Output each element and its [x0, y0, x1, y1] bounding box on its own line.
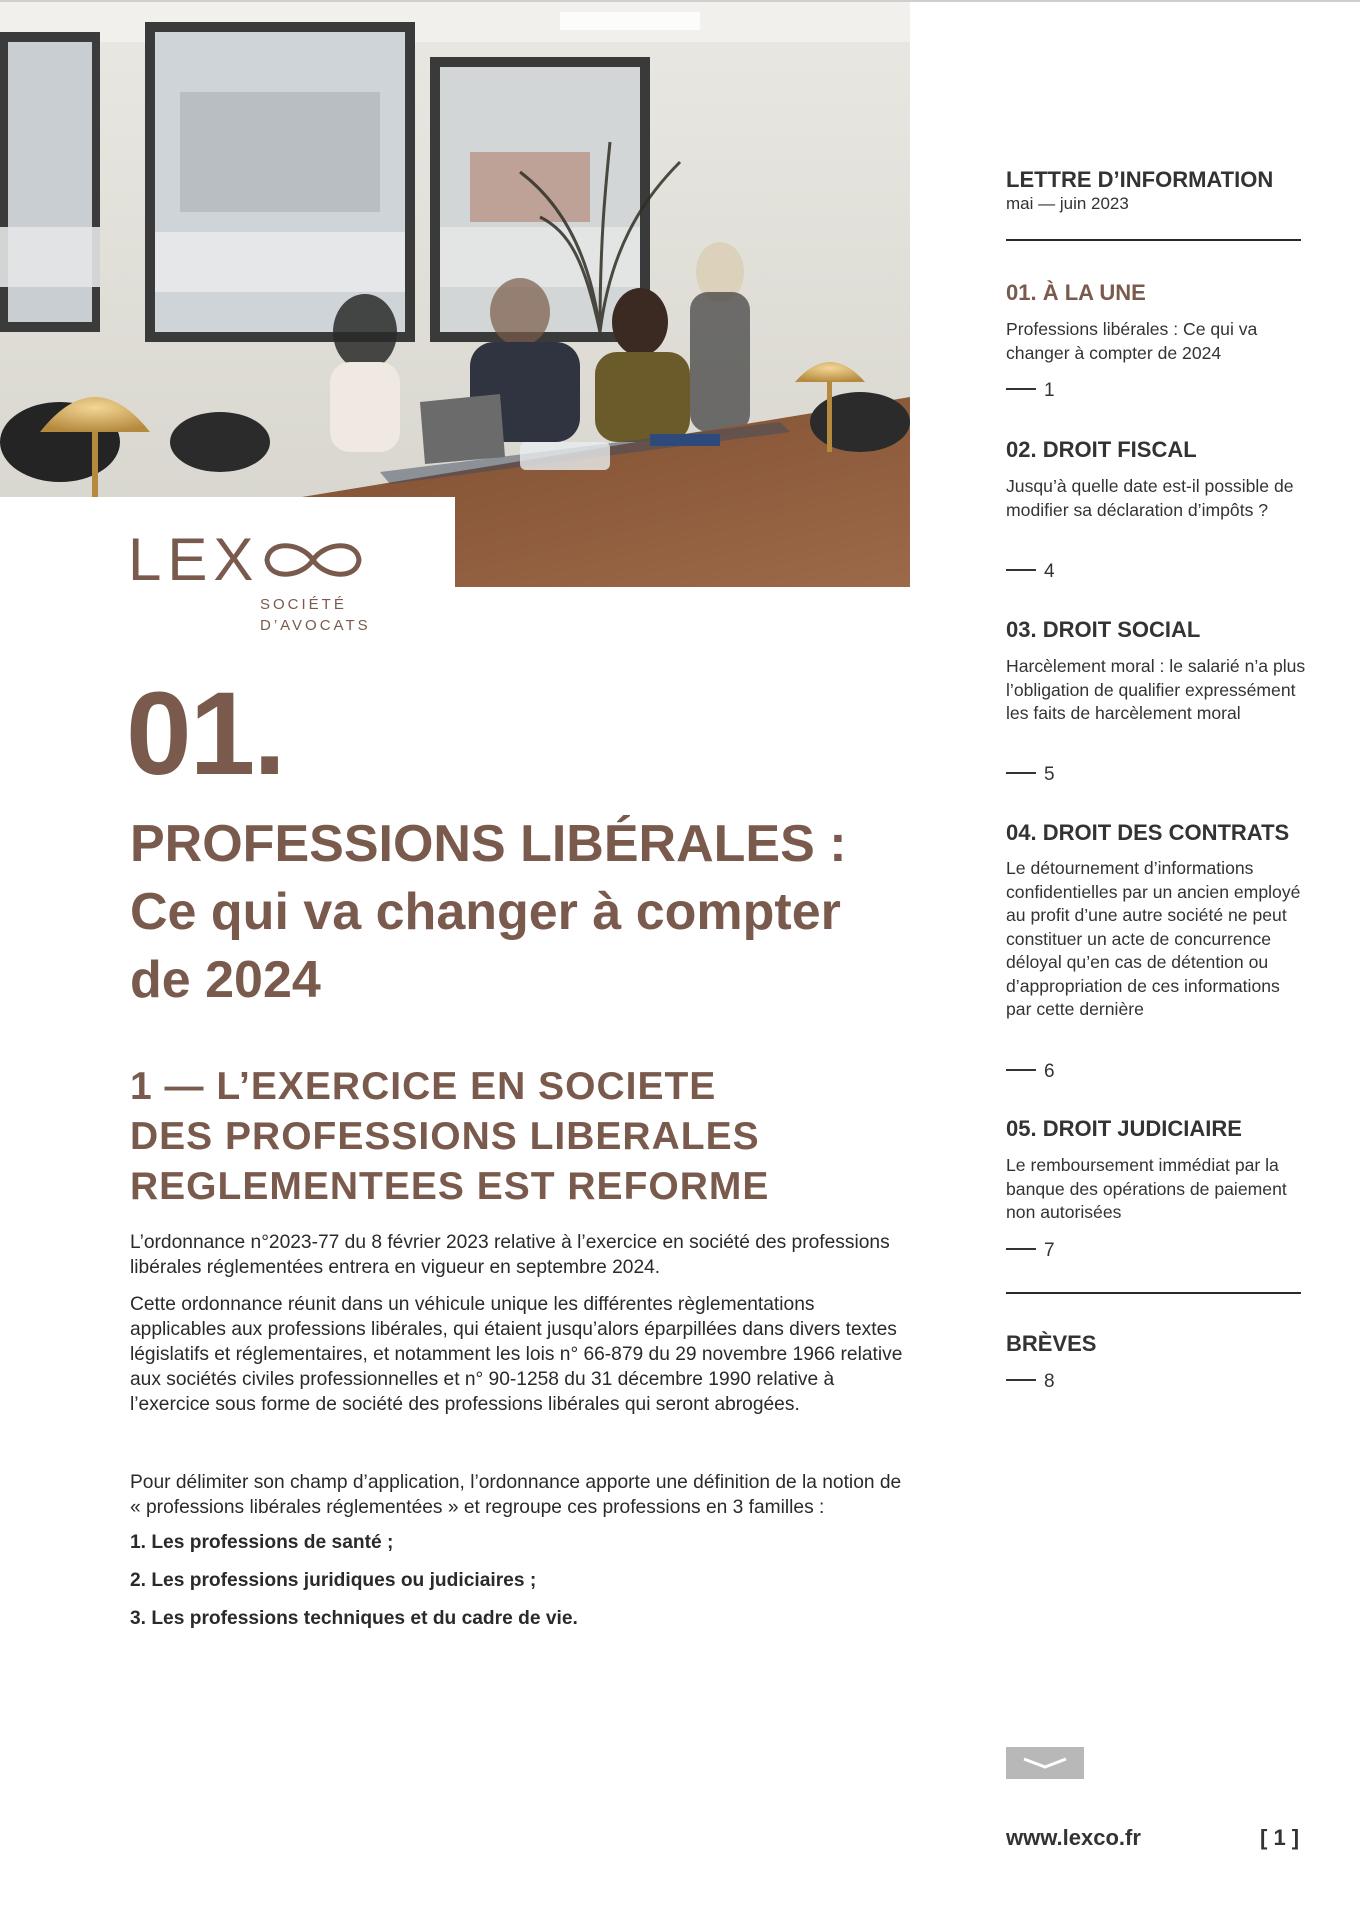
logo-wordmark: [128, 526, 365, 593]
newsletter-date: mai — juin 2023: [1006, 194, 1129, 213]
section-heading-line: DES PROFESSIONS LIBERALES: [130, 1115, 760, 1158]
toc-heading-droit-social[interactable]: 03. DROIT SOCIAL: [1006, 617, 1201, 642]
logo-subtitle-line2: D’AVOCATS: [260, 617, 371, 634]
section-heading-line: 1 — L’EXERCICE EN SOCIETE: [130, 1065, 717, 1108]
paragraph: L’ordonnance n°2023-77 du 8 février 2023 relative à l’exercice en société des professions libérales réglementées entrera en vigueur en septembre 2024.: [130, 1232, 890, 1278]
toc-page-number: 1: [1044, 380, 1055, 401]
toc-text[interactable]: Harcèlement moral : le salarié n’a plus l’obligation de qualifier expressément les faits de harcèlement moral: [1006, 656, 1306, 723]
divider: [1006, 239, 1301, 241]
toc-page: [1006, 1371, 1055, 1393]
list-item: 1. Les professions de santé ;: [130, 1532, 394, 1553]
dash-mark: [1006, 1248, 1036, 1250]
article-number: 01.: [126, 668, 285, 800]
toc-heading-breves[interactable]: BRÈVES: [1006, 1331, 1097, 1356]
toc-page-number: 8: [1044, 1371, 1055, 1392]
logo-subtitle: [260, 594, 371, 636]
divider: [1006, 1292, 1301, 1294]
toc-page-number: 7: [1044, 1240, 1055, 1261]
paragraph: Pour délimiter son champ d’application, l’ordonnance apporte une définition de la notion de « professions libérales réglementées » et regroupe ces professions en 3 familles :: [130, 1472, 902, 1518]
toc-heading-droit-fiscal[interactable]: 02. DROIT FISCAL: [1006, 437, 1197, 462]
toc-page-number: 4: [1044, 561, 1055, 582]
scroll-down-button[interactable]: [1006, 1747, 1084, 1779]
toc-page-number: 6: [1044, 1061, 1055, 1082]
toc-text[interactable]: Jusqu’à quelle date est-il possible de modifier sa déclaration d’impôts ?: [1006, 476, 1294, 520]
toc-text[interactable]: Professions libérales : Ce qui va changer à compter de 2024: [1006, 319, 1258, 363]
paragraph: Cette ordonnance réunit dans un véhicule unique les différentes règlementations applicables aux professions libérales, qui étaient jusqu’alors éparpillées dans divers textes législatifs et réglementaires, et notamment les lois n° 66-879 du 29 novembre 1966 relative aux sociétés civiles professionnelles et n° 90-1258 du 31 décembre 1990 relative à l’exercice sous forme de société des professions libérales qui seront abrogées.: [130, 1294, 903, 1415]
section-heading: [130, 1062, 910, 1212]
dash-mark: [1006, 569, 1036, 571]
toc-text[interactable]: Le détournement d’informations confidentielles par un ancien employé au profit d’une autre société ne peut constituer un acte de concurrence déloyal qu’en cas de détention ou d’appropriation de ces informations par cette dernière: [1006, 858, 1301, 1019]
logo-subtitle-line1: SOCIÉTÉ: [260, 596, 347, 613]
toc-text[interactable]: Le remboursement immédiat par la banque des opérations de paiement non autorisées: [1006, 1155, 1287, 1222]
section-heading-line: REGLEMENTEES EST REFORME: [130, 1165, 770, 1208]
list-item: 2. Les professions juridiques ou judiciaires ;: [130, 1570, 537, 1591]
title-line: de 2024: [130, 951, 321, 1009]
title-line: Ce qui va changer à compter: [130, 883, 841, 941]
toc-page: [1006, 1240, 1055, 1262]
dash-mark: [1006, 1379, 1036, 1381]
dash-mark: [1006, 1069, 1036, 1071]
infinity-icon: [261, 536, 365, 584]
logo-letters: LEX: [128, 526, 260, 593]
toc-heading-droit-des-contrats[interactable]: 04. DROIT DES CONTRATS: [1006, 820, 1290, 845]
page-number: [ 1 ]: [1260, 1825, 1300, 1850]
dash-mark: [1006, 772, 1036, 774]
website-link[interactable]: www.lexco.fr: [1006, 1825, 1141, 1850]
title-line: PROFESSIONS LIBÉRALES :: [130, 815, 847, 873]
toc-page: [1006, 380, 1055, 402]
toc-page-number: 5: [1044, 764, 1055, 785]
toc-page: [1006, 764, 1055, 786]
toc-page: [1006, 1061, 1055, 1083]
toc-heading-droit-judiciaire[interactable]: 05. DROIT JUDICIAIRE: [1006, 1116, 1242, 1141]
dash-mark: [1006, 388, 1036, 390]
toc-heading-a-la-une[interactable]: 01. À LA UNE: [1006, 280, 1146, 305]
list-item: 3. Les professions techniques et du cadre de vie.: [130, 1608, 578, 1629]
lexco-logo: [128, 526, 371, 634]
chevron-down-icon: [1020, 1755, 1070, 1771]
toc-page: [1006, 561, 1055, 583]
article-title: [130, 810, 910, 1014]
newsletter-title: LETTRE D’INFORMATION: [1006, 167, 1274, 192]
